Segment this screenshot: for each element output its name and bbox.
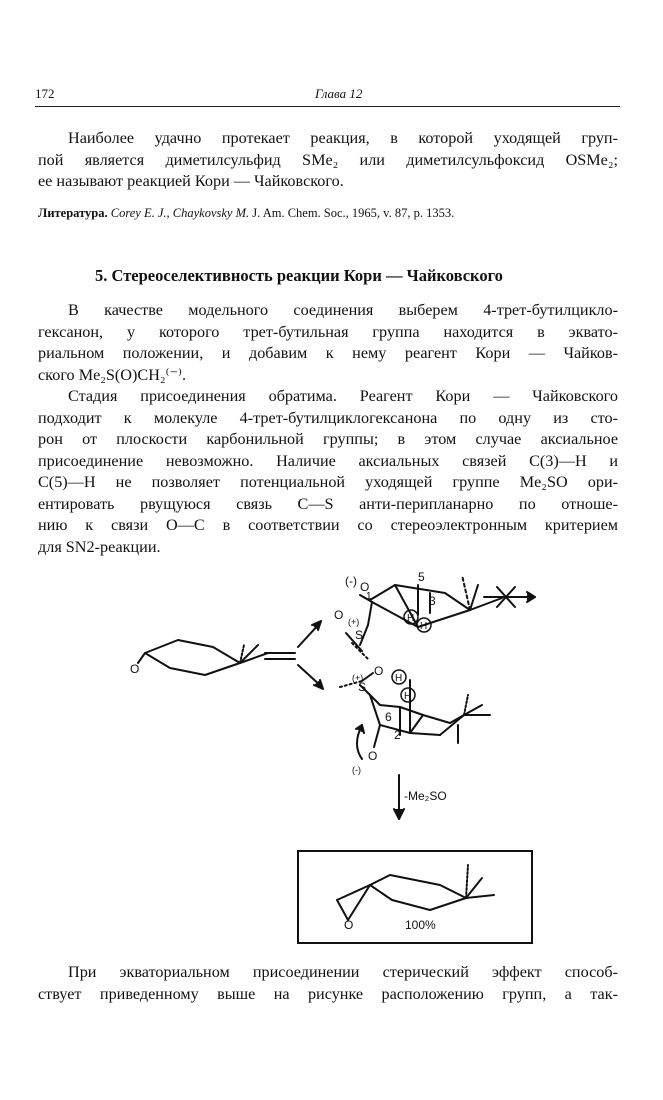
product-oxygen-label: O <box>344 918 354 932</box>
closing-line: ствует приведенному выше на рисунке расположению групп, а так- <box>38 984 618 1003</box>
blocked-arrow <box>484 587 535 607</box>
closing-line: При экваториальном присоединении стерический эффект способ- <box>68 963 618 981</box>
closing-paragraph <box>38 962 618 1005</box>
lower-sulfur-charge-label: (+) <box>352 673 364 683</box>
paragraph-model-compound <box>38 300 618 386</box>
upper-carbon-3-label: 3 <box>429 594 436 608</box>
product-box <box>297 850 533 944</box>
lower-carbon-2-label: 2 <box>394 728 401 742</box>
upper-carbon-1-label: 1 <box>366 591 372 602</box>
upper-hydrogen-b-label: H <box>420 621 428 632</box>
paragraph-line: ского Me₂S(O)CH₂⁽⁻⁾. <box>38 365 187 384</box>
product-yield-label: 100% <box>405 918 436 932</box>
paragraph-line: ентировать рвущуюся связь C—S анти-перипланарно по отноше- <box>38 494 618 513</box>
intro-line: Наиболее удачно протекает реакция, в которой уходящей груп- <box>68 129 618 147</box>
upper-sulfur-label: S <box>355 628 364 642</box>
paragraph-line: риальном положении, и добавим к нему реагент Кори — Чайков- <box>38 344 618 362</box>
lower-hydrogen-a-label: H <box>395 673 403 684</box>
intro-paragraph <box>38 128 618 193</box>
page-number: 172 <box>35 86 55 101</box>
upper-oxygen-label: O <box>360 580 370 594</box>
upper-adduct-structure <box>346 575 502 659</box>
upper-charge-minus-label: (-) <box>345 574 357 588</box>
paragraph-line: для SN2-реакции. <box>38 537 161 556</box>
upper-carbon-5-label: 5 <box>418 570 425 584</box>
lower-hydrogen-b-label: H <box>404 691 412 702</box>
literature-label: Литература. <box>38 206 108 220</box>
lower-sulfur-label: S <box>358 680 367 694</box>
paragraph-line: присоединение невозможно. Наличие аксиальных связей C(3)—H и <box>38 451 618 470</box>
upper-sulfur-charge-label: (+) <box>348 617 360 627</box>
paragraph-line: В качестве модельного соединения выберем 4-трет-бутилцикло- <box>68 301 618 319</box>
intro-line: пой является диметилсульфид SMe₂ или диметилсульфоксид OSMe₂; <box>38 150 618 169</box>
elimination-arrow <box>394 775 404 819</box>
upper-so-oxygen-label: O <box>334 608 344 622</box>
lower-so-oxygen-label: O <box>374 664 384 678</box>
intro-line: ее называют реакцией Кори — Чайковского. <box>38 172 344 190</box>
ketone-oxygen-label: O <box>130 662 140 676</box>
lower-oxygen-label: O <box>368 749 378 763</box>
paragraph-line: нию к связи O—C в соответствии со стереоэлектронным критерием <box>38 516 618 534</box>
section-title: 5. Стереоселективность реакции Кори — Чайковского <box>95 266 503 285</box>
paragraph-addition-stage <box>38 386 618 558</box>
paragraph-line: подходит к молекуле 4-трет-бутилциклогексанона по одну из сто- <box>38 408 618 427</box>
literature-reference <box>38 206 618 221</box>
lower-charge-minus-label: (-) <box>352 765 361 775</box>
literature-authors: Corey E. J., Chaykovsky M. <box>110 206 250 220</box>
literature-citation: J. Am. Chem. Soc., 1965, v. 87, p. 1353. <box>252 206 455 220</box>
paragraph-line: C(5)—H не позволяет потенциальной уходящей группе Me₂SO ори- <box>38 473 618 491</box>
chapter-title: Глава 12 <box>315 86 363 101</box>
equilibrium-arrows <box>265 621 323 689</box>
lower-carbon-6-label: 6 <box>385 710 392 724</box>
paragraph-line: рон от плоскости карбонильной группы; в этом случае аксиальное <box>38 430 618 448</box>
upper-hydrogen-a-label: H <box>407 613 415 624</box>
ketone-structure <box>138 640 268 675</box>
paragraph-line: гексанон, у которого трет-бутильная группа находится в эквато- <box>38 322 618 341</box>
paragraph-line: Стадия присоединения обратима. Реагент Кори — Чайковского <box>68 387 618 405</box>
elimination-label: -Me₂SO <box>404 789 447 803</box>
page-header <box>35 86 620 107</box>
